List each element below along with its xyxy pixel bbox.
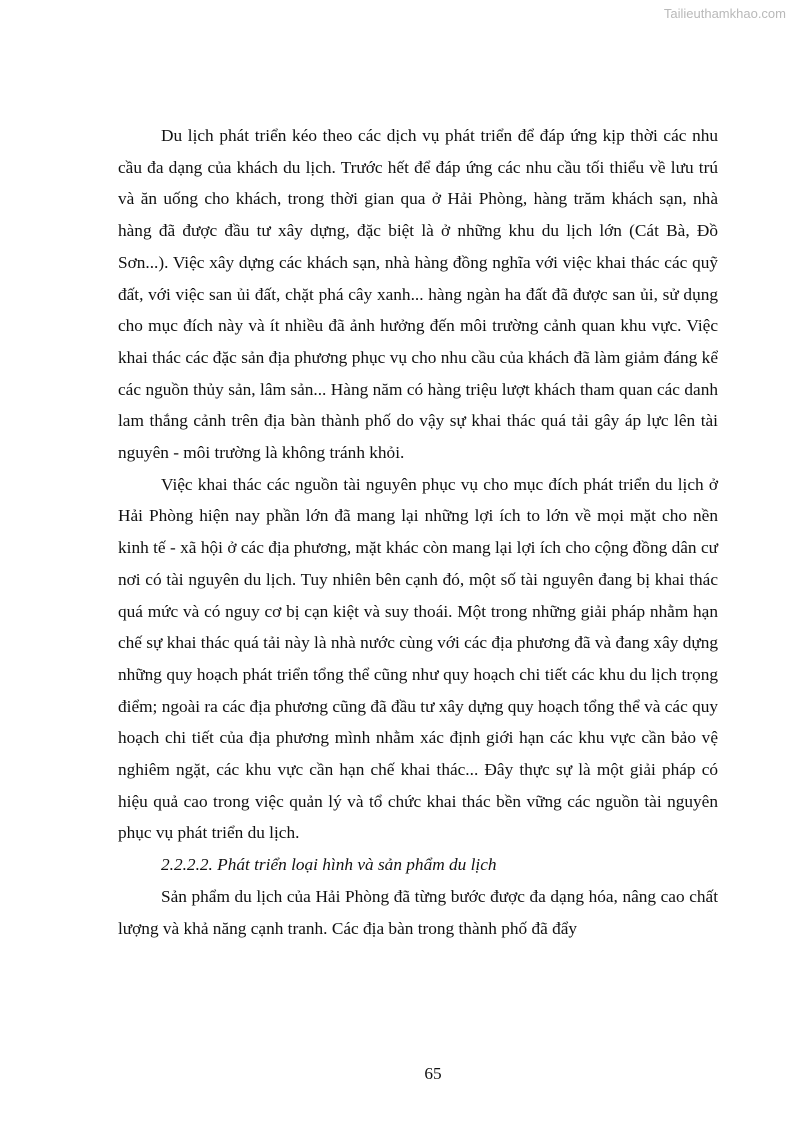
watermark: Tailieuthamkhao.com bbox=[663, 6, 786, 21]
page-number: 65 bbox=[424, 1064, 442, 1083]
paragraph-2: Việc khai thác các nguồn tài nguyên phục vụ cho mục đích phát triển du lịch ở Hải Phòng hiện nay phần lớn đã mang lại những lợi ích to lớn về mọi mặt cho nền kinh tế - xã hội ở các địa phương, mặt khác còn mang lại lợi ích cho cộng đồng dân cư nơi có tài nguyên du lịch. Tuy nhiên bên cạnh đó, một số tài nguyên đang bị khai thác quá mức và có nguy cơ bị cạn kiệt và suy thoái. Một trong những giải pháp nhằm hạn chế sự khai thác quá tải này là nhà nước cùng với các địa phương đã và đang xây dựng những quy hoạch phát triển tổng thể cũng như quy hoạch chi tiết các khu du lịch trọng điểm; ngoài ra các địa phương cũng đã đầu tư xây dựng quy hoạch tổng thể và các quy hoạch chi tiết của địa phương mình nhằm xác định giới hạn các khu vực cần bảo vệ nghiêm ngặt, các khu vực cần hạn chế khai thác... Đây thực sự là một giải pháp có hiệu quả cao trong việc quản lý và tổ chức khai thác bền vững các nguồn tài nguyên phục vụ phát triển du lịch. bbox=[118, 474, 718, 843]
page-body bbox=[118, 120, 718, 944]
paragraph-3: Sản phẩm du lịch của Hải Phòng đã từng bước được đa dạng hóa, nâng cao chất lượng và khả năng cạnh tranh. Các địa bàn trong thành phố đã đẩy bbox=[118, 886, 718, 938]
paragraph-1: Du lịch phát triển kéo theo các dịch vụ phát triển để đáp ứng kịp thời các nhu cầu đa dạng của khách du lịch. Trước hết để đáp ứng các nhu cầu tối thiểu về lưu trú và ăn uống cho khách, trong thời gian qua ở Hải Phòng, hàng trăm khách sạn, nhà hàng đã được đầu tư xây dựng, đặc biệt là ở những khu du lịch lớn (Cát Bà, Đồ Sơn...). Việc xây dựng các khách sạn, nhà hàng đồng nghĩa với việc khai thác các quỹ đất, với việc san ủi đất, chặt phá cây xanh... hàng ngàn ha đất đã được san ủi, sử dụng cho mục đích này và ít nhiều đã ảnh hưởng đến môi trường cảnh quan khu vực. Việc khai thác các đặc sản địa phương phục vụ cho nhu cầu của khách đã làm giảm đáng kể các nguồn thủy sản, lâm sản... Hàng năm có hàng triệu lượt khách tham quan các danh lam thắng cảnh trên địa bàn thành phố do vậy sự khai thác quá tải gây áp lực lên tài nguyên - môi trường là không tránh khỏi. bbox=[118, 126, 718, 463]
section-heading: 2.2.2.2. Phát triển loại hình và sản phẩm du lịch bbox=[161, 855, 497, 875]
